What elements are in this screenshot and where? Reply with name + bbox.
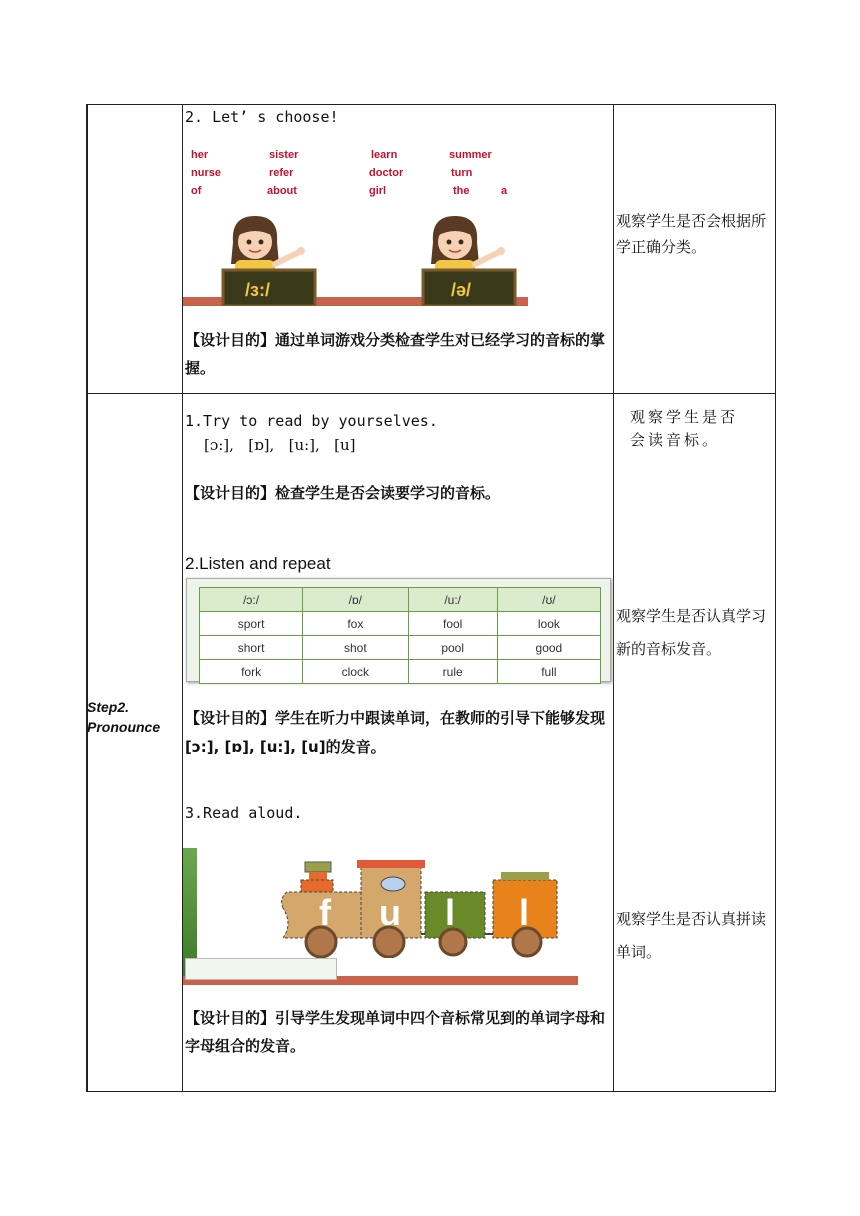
task-2-title: 2.Listen and repeat [185,554,331,573]
train-letter: f [319,892,331,933]
observation-4: 观察学生是否认真拼读单词。 [616,910,767,961]
table-border-top [86,104,776,105]
table-cell: short [200,636,303,660]
train-letter: u [379,892,401,933]
word: nurse [191,167,221,179]
board-label-left: /ɜ:/ [245,280,270,300]
step-label [87,697,160,737]
word: her [191,149,209,161]
task-3-title: 3.Read aloud. [185,804,303,822]
observation-2: 观察学生是否会读音标。 [630,408,739,449]
word: about [267,185,297,197]
step-number: Step2. [87,699,130,715]
mini-table-thumb [185,958,337,980]
word: learn [371,149,398,161]
table-cell: sport [200,612,303,636]
purpose-note-2 [185,479,500,507]
purpose-text: 检查学生是否会读要学习的音标。 [275,484,501,502]
purpose-text: 学生在听力中跟读单词，在教师的引导下能够发现[ɔ:], [ɒ], [u:], [u]的发音。 [185,709,606,756]
table-cell: look [497,612,600,636]
word: girl [369,185,387,197]
observation-3: 观察学生是否认真学习新的音标发音。 [616,607,767,658]
purpose-text: 引导学生发现单词中四个音标常见到的单词字母和字母组合的发音。 [185,1009,606,1055]
purpose-label: 【设计目的】 [185,484,276,502]
task-1-title: 1.Try to read by yourselves. [185,412,438,430]
field-background [183,848,197,976]
table-header: /u:/ [408,588,497,612]
table-cell: fox [303,612,408,636]
phonetic-word-table [186,578,611,682]
purpose-label: 【设计目的】 [185,709,276,727]
purpose-note-3 [185,704,615,762]
table-cell: shot [303,636,408,660]
purpose-label: 【设计目的】 [185,331,276,349]
board-label-right: /ə/ [451,280,472,300]
purpose-note-1 [185,326,615,382]
word: sister [269,149,299,161]
table-cell: rule [408,660,497,684]
table-border-left [86,104,88,1092]
word: the [453,185,470,197]
table-cell: fool [408,612,497,636]
purpose-note-4 [185,1004,615,1060]
table-cell: good [497,636,600,660]
table-cell: fork [200,660,303,684]
purpose-text: 通过单词游戏分类检查学生对已经学习的音标的掌握。 [185,331,606,377]
table-cell: full [497,660,600,684]
word: summer [449,149,492,161]
purpose-label: 【设计目的】 [185,1009,276,1027]
step-name: Pronounce [87,719,161,735]
word: of [191,185,202,197]
table-cell: pool [408,636,497,660]
train-image [183,848,578,985]
word-sort-image [183,140,528,306]
table-row-divider [86,393,776,394]
word: refer [269,167,294,179]
train-letter: l [445,892,456,933]
table-border-bottom [86,1091,776,1092]
table-header: /ʊ/ [497,588,600,612]
table-col-divider-2 [613,104,614,1092]
table-cell: clock [303,660,408,684]
word: turn [451,167,473,179]
table-header: /ɒ/ [303,588,408,612]
observation-1: 观察学生是否会根据所学正确分类。 [616,212,767,256]
train-letter: l [519,892,530,933]
table-header: /ɔ:/ [200,588,303,612]
word: doctor [369,167,404,179]
task-1-ipa: [ɔ:], [ɒ], [u:], [u] [204,436,356,454]
choose-heading: 2. Let’ s choose! [185,108,339,126]
word: a [501,185,508,197]
